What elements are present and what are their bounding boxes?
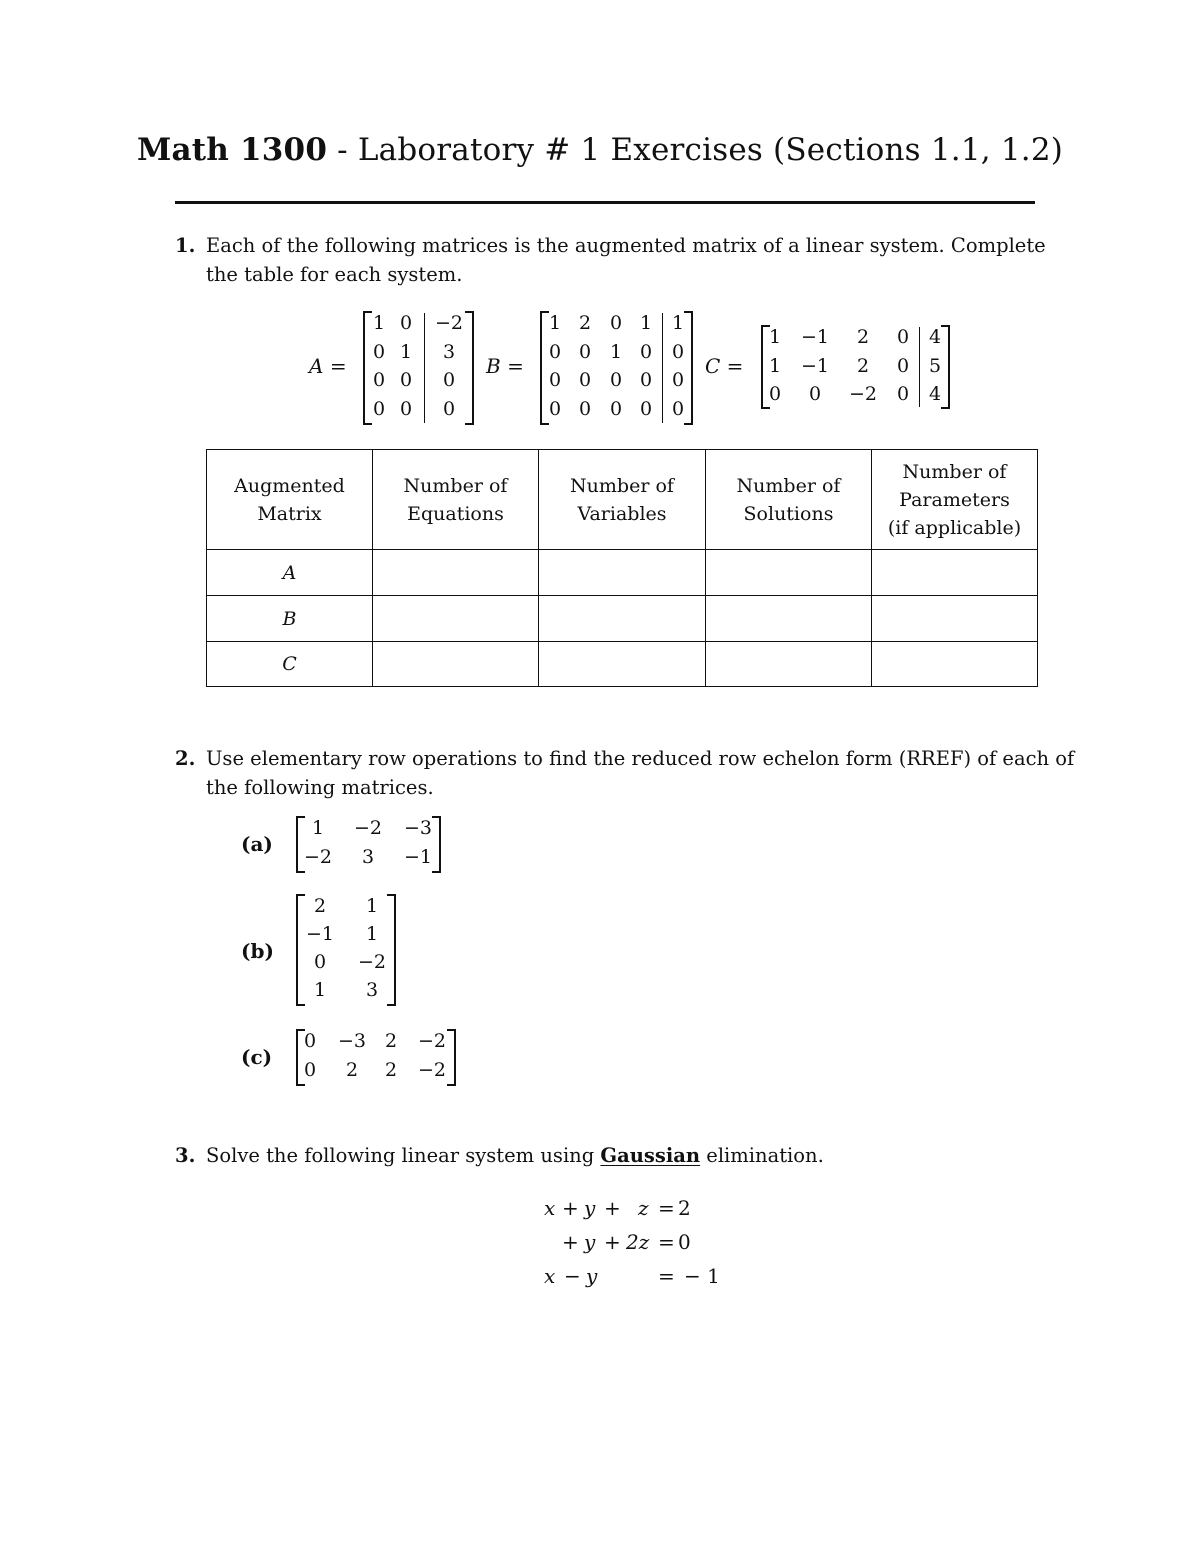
linear-system: [540, 1191, 740, 1293]
answer-cell[interactable]: [539, 596, 706, 642]
matrix-cell: 1: [311, 817, 325, 839]
answer-cell[interactable]: [373, 596, 539, 642]
matrix-cell: 0: [303, 1059, 317, 1081]
equation-row: x + y + z = 2: [544, 1196, 691, 1220]
matrix-cell: 0: [639, 369, 653, 391]
table-row: [207, 550, 1038, 596]
table-header-row: [207, 450, 1038, 550]
matrix-cell: −1: [403, 846, 432, 868]
matrix-cell: 1: [671, 312, 685, 334]
part-a-label: (a): [241, 832, 273, 856]
row-label-b: B: [207, 596, 373, 642]
matrix-cell: 0: [399, 312, 413, 334]
matrix-cell: 1: [768, 326, 782, 348]
matrix-cell: −2: [357, 951, 386, 973]
matrix-cell: 0: [372, 341, 386, 363]
answer-table: [206, 449, 1038, 687]
part-c-label: (c): [241, 1045, 273, 1069]
matrix-cell: 2: [313, 895, 327, 917]
header-number-of-variables: Number of Variables: [539, 450, 706, 550]
matrix-part-b: [296, 894, 396, 1006]
matrix-cell: 0: [442, 369, 456, 391]
matrix-cell: 0: [399, 398, 413, 420]
matrix-cell: 4: [928, 383, 942, 405]
matrix-cell: 1: [548, 312, 562, 334]
matrix-cell: 3: [365, 979, 379, 1001]
matrix-cell: 1: [365, 895, 379, 917]
problem-1: [175, 231, 1075, 289]
matrix-b-label: B =: [486, 354, 524, 378]
row-label-a: A: [207, 550, 373, 596]
matrix-cell: 0: [578, 398, 592, 420]
matrix-cell: −3: [403, 817, 432, 839]
matrix-cell: −2: [417, 1059, 446, 1081]
problem-2-text: Use elementary row operations to find the reduced row echelon form (RREF) of each of the following matrices.: [206, 747, 1075, 799]
matrix-cell: 2: [856, 326, 870, 348]
title-rest: - Laboratory # 1 Exercises (Sections 1.1, 1.2): [327, 132, 1064, 168]
matrix-cell: 0: [609, 369, 623, 391]
matrix-cell: 0: [303, 1030, 317, 1052]
matrix-cell: −1: [305, 923, 334, 945]
header-number-of-solutions: Number of Solutions: [706, 450, 872, 550]
matrix-cell: 0: [313, 951, 327, 973]
matrix-a-label: A =: [309, 354, 347, 378]
matrix-cell: 1: [639, 312, 653, 334]
matrix-cell: 5: [928, 355, 942, 377]
header-number-of-parameters: Number of Parameters (if applicable): [872, 450, 1038, 550]
equation-row: x − y = − 1: [544, 1264, 720, 1288]
problem-3: [175, 1141, 1075, 1170]
matrix-cell: −2: [434, 312, 463, 334]
matrix-cell: 0: [639, 341, 653, 363]
course-name: Math 1300: [136, 132, 328, 168]
matrix-cell: −1: [800, 326, 829, 348]
matrix-cell: 1: [313, 979, 327, 1001]
matrix-cell: 1: [365, 923, 379, 945]
matrix-cell: 0: [639, 398, 653, 420]
table-row: [207, 642, 1038, 687]
matrix-cell: 1: [768, 355, 782, 377]
matrix-cell: 0: [609, 312, 623, 334]
matrix-cell: 1: [609, 341, 623, 363]
matrix-cell: −1: [800, 355, 829, 377]
matrix-cell: −2: [848, 383, 877, 405]
problem-3-number: 3.: [175, 1144, 196, 1167]
problem-3-text: Solve the following linear system using Gaussian elimination.: [206, 1144, 824, 1167]
matrix-part-a: [296, 816, 441, 873]
answer-cell[interactable]: [539, 642, 706, 687]
matrix-c-label: C =: [705, 354, 744, 378]
table-row: [207, 596, 1038, 642]
matrix-cell: 2: [345, 1059, 359, 1081]
problem-2: [175, 744, 1075, 802]
matrix-cell: 0: [548, 341, 562, 363]
matrix-cell: 0: [578, 341, 592, 363]
matrix-cell: 0: [896, 383, 910, 405]
answer-cell[interactable]: [706, 642, 872, 687]
matrix-cell: 2: [578, 312, 592, 334]
matrix-cell: 0: [442, 398, 456, 420]
answer-cell[interactable]: [706, 550, 872, 596]
answer-cell[interactable]: [872, 596, 1038, 642]
augment-bar: [424, 313, 425, 423]
matrix-cell: 0: [671, 398, 685, 420]
answer-cell[interactable]: [872, 550, 1038, 596]
matrix-cell: 0: [548, 398, 562, 420]
matrix-cell: −3: [337, 1030, 366, 1052]
part-b-label: (b): [241, 939, 274, 963]
page-title: [0, 132, 1200, 168]
matrix-cell: 0: [372, 398, 386, 420]
matrix-cell: 3: [442, 341, 456, 363]
matrix-cell: 0: [578, 369, 592, 391]
matrix-a: [363, 311, 474, 425]
problem-1-number: 1.: [175, 234, 196, 257]
equation-row: + y + 2z = 0: [562, 1230, 691, 1254]
matrix-cell: −2: [417, 1030, 446, 1052]
matrix-cell: 0: [671, 341, 685, 363]
matrix-cell: 2: [856, 355, 870, 377]
header-number-of-equations: Number of Equations: [373, 450, 539, 550]
matrix-cell: 0: [548, 369, 562, 391]
matrix-cell: 0: [671, 369, 685, 391]
answer-cell[interactable]: [872, 642, 1038, 687]
matrix-cell: 0: [896, 355, 910, 377]
matrix-b: [540, 311, 693, 425]
answer-cell[interactable]: [373, 550, 539, 596]
matrix-cell: 1: [372, 312, 386, 334]
matrix-cell: 2: [384, 1030, 398, 1052]
matrix-cell: 0: [399, 369, 413, 391]
title-rule: [175, 201, 1035, 204]
matrix-cell: 0: [896, 326, 910, 348]
matrix-cell: 0: [609, 398, 623, 420]
answer-cell[interactable]: [373, 642, 539, 687]
gaussian-emphasis: Gaussian: [600, 1144, 701, 1167]
matrix-cell: 1: [399, 341, 413, 363]
matrix-cell: 0: [808, 383, 822, 405]
matrix-cell: −2: [353, 817, 382, 839]
row-label-c: C: [207, 642, 373, 687]
answer-cell[interactable]: [539, 550, 706, 596]
matrix-cell: 4: [928, 326, 942, 348]
problem-2-number: 2.: [175, 747, 196, 770]
matrix-part-c: [296, 1029, 456, 1086]
matrix-cell: −2: [303, 846, 332, 868]
problem-1-text: Each of the following matrices is the augmented matrix of a linear system. Complete the table for each system.: [206, 234, 1046, 286]
matrix-cell: 2: [384, 1059, 398, 1081]
answer-cell[interactable]: [706, 596, 872, 642]
header-augmented-matrix: Augmented Matrix: [207, 450, 373, 550]
matrix-cell: 0: [768, 383, 782, 405]
matrix-cell: 3: [361, 846, 375, 868]
matrix-cell: 0: [372, 369, 386, 391]
matrix-c: [761, 325, 950, 409]
